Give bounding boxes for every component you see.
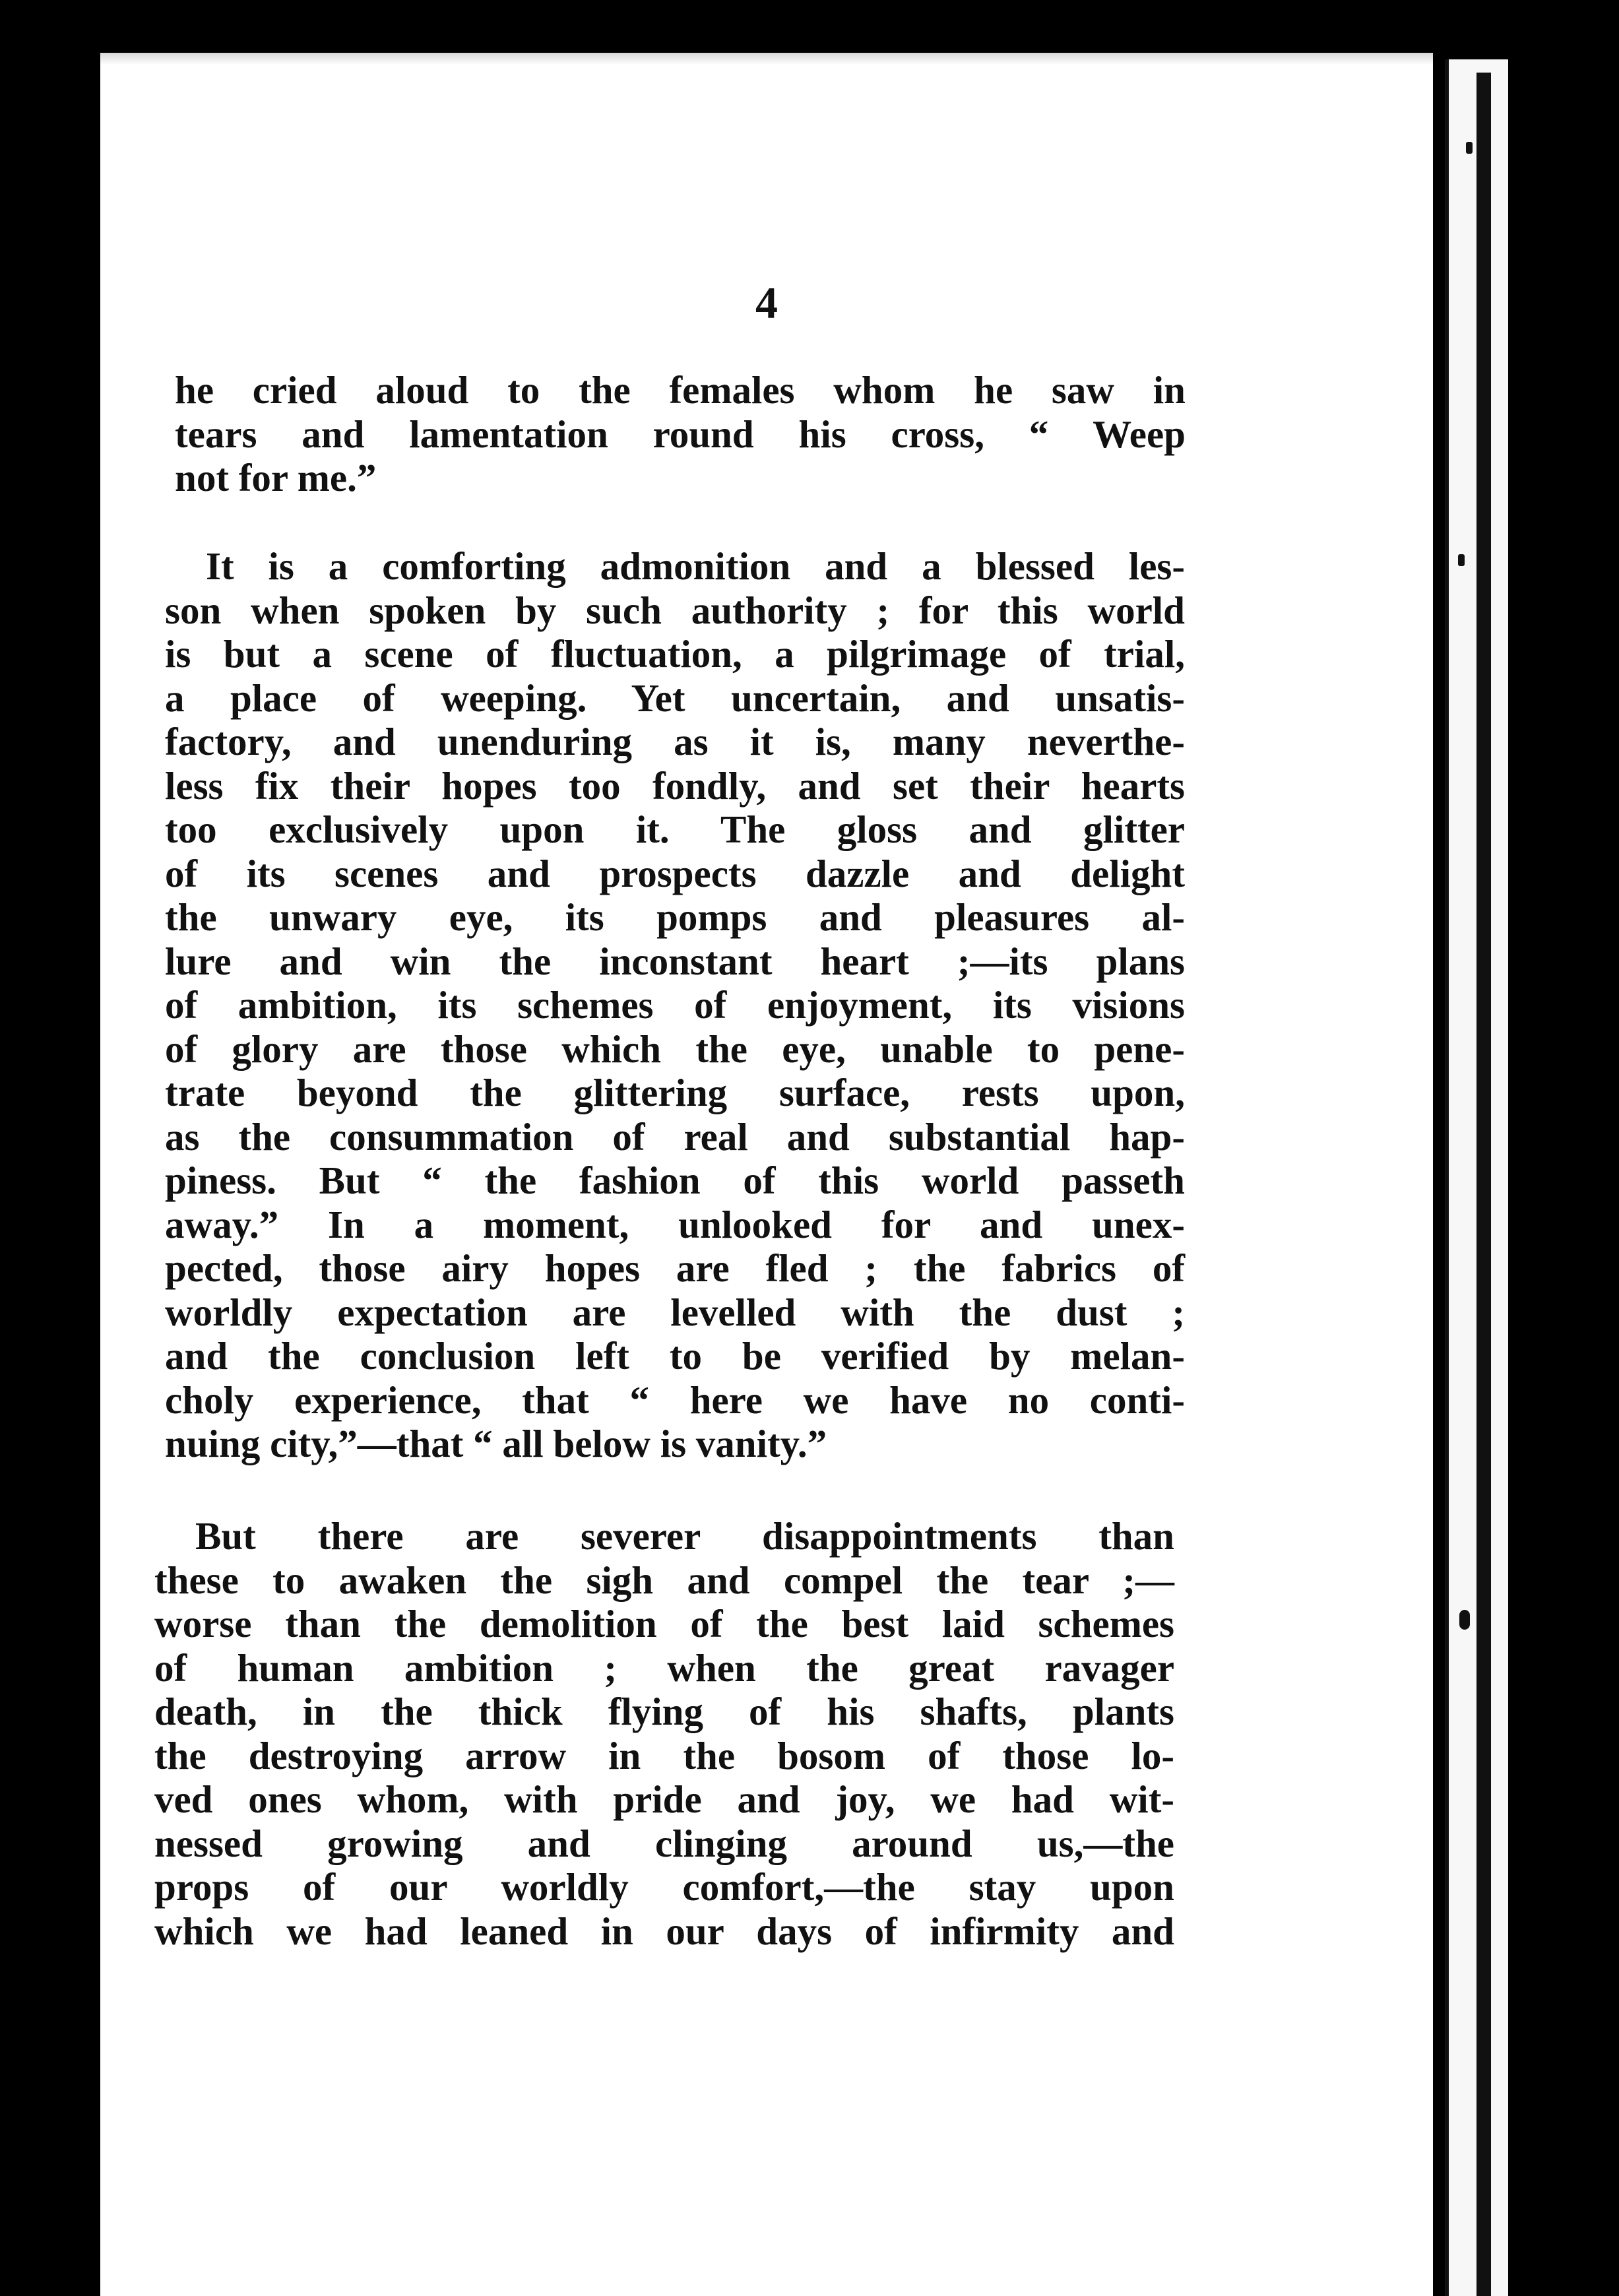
text-line: factory, and unenduring as it is, many neverthe- bbox=[165, 720, 1185, 763]
text-line: tears and lamentation round his cross, “ Weep bbox=[175, 412, 1186, 456]
text-line: death, in the thick flying of his shafts, plants bbox=[154, 1690, 1174, 1733]
edge-mark bbox=[1458, 554, 1465, 566]
text-line: and the conclusion left to be verified by melan- bbox=[165, 1334, 1185, 1378]
text-line: not for me.” bbox=[175, 456, 377, 499]
text-line: worldly expectation are levelled with the dust ; bbox=[165, 1290, 1185, 1334]
text-line: pected, those airy hopes are fled ; the fabrics of bbox=[165, 1246, 1185, 1290]
text-line: son when spoken by such authority ; for this world bbox=[165, 588, 1185, 632]
text-line: a place of weeping. Yet uncertain, and unsatis- bbox=[165, 676, 1185, 720]
text-line: trate beyond the glittering surface, rests upon, bbox=[165, 1071, 1185, 1114]
text-line: of its scenes and prospects dazzle and delight bbox=[165, 851, 1185, 895]
text-line: lure and win the inconstant heart ;—its plans bbox=[165, 939, 1185, 983]
scan-border-strip bbox=[1476, 73, 1491, 2296]
text-line: the destroying arrow in the bosom of those lo- bbox=[154, 1733, 1174, 1777]
text-line: the unwary eye, its pomps and pleasures al- bbox=[165, 895, 1185, 939]
text-line: he cried aloud to the females whom he saw in bbox=[175, 368, 1186, 412]
text-line: is but a scene of fluctuation, a pilgrimage of trial, bbox=[165, 632, 1185, 676]
text-line: too exclusively upon it. The gloss and glitter bbox=[165, 808, 1185, 851]
text-line: nuing city,”—that “ all below is vanity.” bbox=[165, 1422, 827, 1465]
paragraph-1 bbox=[175, 368, 1186, 500]
text-line: which we had leaned in our days of infirmity and bbox=[154, 1909, 1174, 1953]
text-line: choly experience, that “ here we have no conti- bbox=[165, 1378, 1185, 1422]
text-line: nessed growing and clinging around us,—the bbox=[154, 1821, 1174, 1865]
text-line: these to awaken the sigh and compel the tear ;— bbox=[154, 1558, 1174, 1602]
paragraph-3 bbox=[154, 1514, 1174, 1953]
text-line: less fix their hopes too fondly, and set their hearts bbox=[165, 763, 1185, 808]
text-line: piness. But “ the fashion of this world passeth bbox=[165, 1159, 1185, 1202]
text-line: worse than the demolition of the best laid schemes bbox=[154, 1602, 1174, 1645]
page-top-shadow bbox=[100, 53, 1433, 65]
text-line: It is a comforting admonition and a blessed les- bbox=[206, 544, 1185, 588]
edge-mark bbox=[1466, 142, 1473, 154]
text-line: props of our worldly comfort,—the stay upon bbox=[154, 1865, 1174, 1909]
edge-mark bbox=[1459, 1610, 1470, 1630]
text-line: ved ones whom, with pride and joy, we had wit- bbox=[154, 1777, 1174, 1821]
page-number: 4 bbox=[755, 278, 778, 328]
paragraph-2 bbox=[165, 544, 1185, 1466]
text-line: of human ambition ; when the great ravager bbox=[154, 1645, 1174, 1690]
text-line: as the consummation of real and substantial hap- bbox=[165, 1114, 1185, 1159]
text-line: away.” In a moment, unlooked for and unex- bbox=[165, 1202, 1185, 1246]
text-line: of ambition, its schemes of enjoyment, its visions bbox=[165, 983, 1185, 1027]
text-line: of glory are those which the eye, unable to pene- bbox=[165, 1027, 1185, 1071]
text-line: But there are severer disappointments than bbox=[195, 1514, 1174, 1558]
